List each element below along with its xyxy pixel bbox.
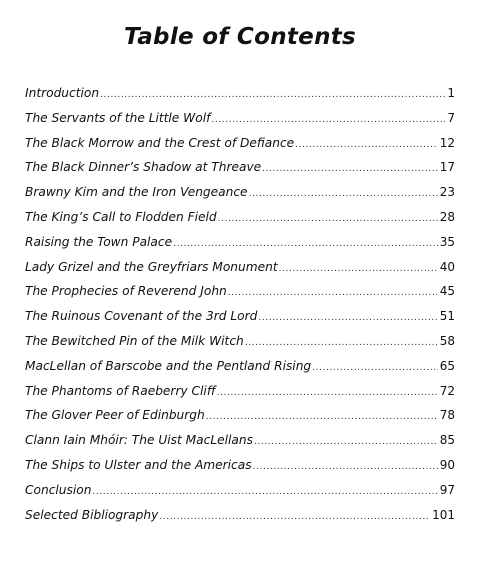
toc-entry [25,284,455,309]
dot-leader [249,189,438,199]
toc-entry [25,408,455,433]
dot-leader [217,388,438,398]
toc-entry-title: The King’s Call to Flodden Field [25,209,217,224]
toc-entry-page-number: 12 [439,135,455,150]
toc-entry [25,260,455,285]
toc-entry [25,235,455,260]
dot-leader [206,412,438,422]
toc-entry-title: Lady Grizel and the Greyfriars Monument [25,259,278,274]
dot-leader [245,338,438,348]
toc-entry [25,334,455,359]
dot-leader [218,214,438,224]
table-of-contents [25,86,455,532]
toc-entry-title: Selected Bibliography [25,507,159,522]
toc-entry-title: MacLellan of Barscobe and the Pentland Rising [25,358,312,373]
toc-entry-title: The Black Morrow and the Crest of Defiance [25,135,295,150]
dot-leader [228,288,438,298]
toc-entry-page-number: 72 [439,383,455,398]
dot-leader [258,313,437,323]
toc-entry-title: Conclusion [25,482,92,497]
toc-entry [25,136,455,161]
toc-entry-page-number: 78 [439,408,455,423]
toc-entry-title: Clann Iain Mhóir: The Uist MacLellans [25,433,253,448]
toc-entry-page-number: 45 [439,284,455,299]
toc-entry-page-number: 35 [439,234,455,249]
dot-leader [92,487,437,497]
dot-leader [173,239,438,249]
toc-entry-page-number: 58 [439,333,455,348]
toc-entry-page-number: 17 [439,160,455,175]
toc-entry-page-number: 40 [439,259,455,274]
toc-entry-page-number: 101 [432,507,455,522]
toc-entry-page-number: 97 [439,482,455,497]
toc-entry [25,359,455,384]
dot-leader [211,115,445,125]
toc-entry-title: The Glover Peer of Edinburgh [25,408,205,423]
toc-entry [25,309,455,334]
page-title: Table of Contents [123,24,357,50]
toc-entry-title: The Ruinous Covenant of the 3rd Lord [25,309,258,324]
dot-leader [253,462,438,472]
toc-entry-title: The Servants of the Little Wolf [25,110,211,125]
toc-entry-page-number: 23 [439,185,455,200]
dot-leader [279,264,438,274]
toc-entry-page-number: 1 [447,86,455,100]
toc-entry [25,111,455,136]
toc-entry [25,483,455,508]
dot-leader [254,437,438,447]
toc-entry-title: The Bewitched Pin of the Milk Witch [25,333,244,348]
toc-entry [25,384,455,409]
toc-entry-page-number: 65 [439,358,455,373]
toc-entry-title: Introduction [25,86,100,100]
toc-entry [25,433,455,458]
toc-entry-page-number: 51 [439,309,455,324]
toc-entry [25,458,455,483]
dot-leader [295,140,438,150]
dot-leader [262,164,438,174]
toc-entry [25,160,455,185]
dot-leader [312,363,438,373]
toc-entry-title: The Black Dinner’s Shadow at Threave [25,160,262,175]
toc-entry-page-number: 85 [439,433,455,448]
toc-entry-title: The Ships to Ulster and the Americas [25,457,252,472]
toc-entry-title: The Phantoms of Raeberry Cliff [25,383,216,398]
toc-entry-page-number: 90 [439,457,455,472]
toc-entry-title: Brawny Kim and the Iron Vengeance [25,185,248,200]
toc-entry [25,185,455,210]
toc-entry-title: The Prophecies of Reverend John [25,284,227,299]
toc-entry-title: Raising the Town Palace [25,234,173,249]
toc-entry [25,86,455,111]
toc-entry-page-number: 28 [439,209,455,224]
dot-leader [159,512,430,522]
toc-entry [25,508,455,533]
toc-entry-page-number: 7 [447,110,455,125]
toc-entry [25,210,455,235]
dot-leader [100,90,445,100]
